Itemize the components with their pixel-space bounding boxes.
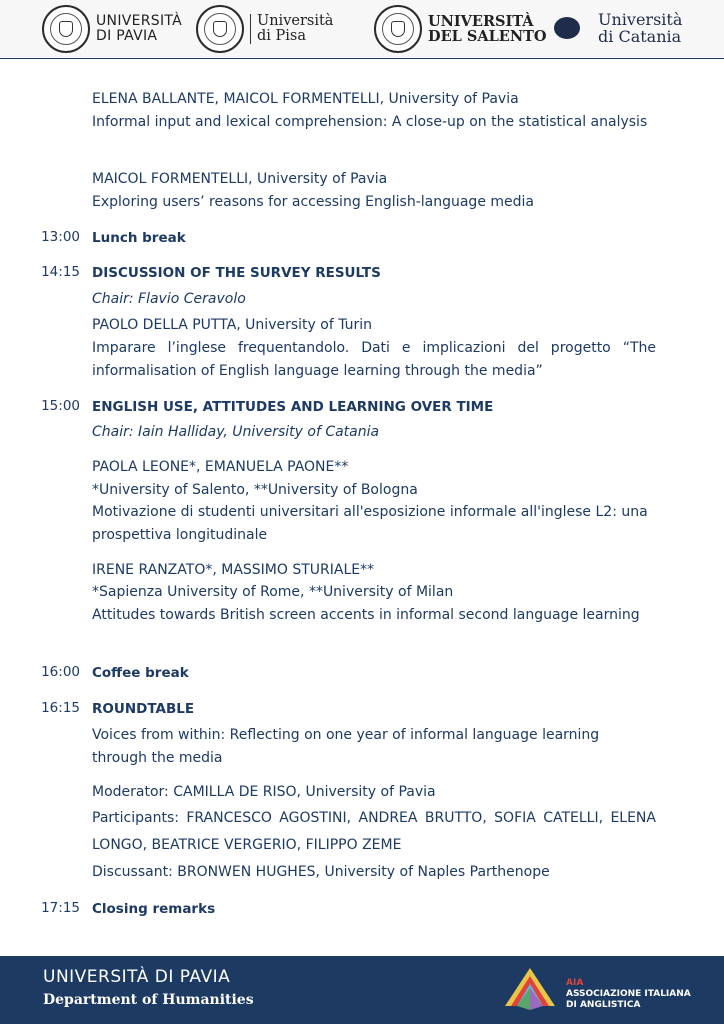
pisa-logo — [196, 4, 333, 54]
session-time: 17:15 — [41, 900, 80, 916]
pisa-logo-line2: di Pisa — [257, 28, 307, 44]
session-time: 14:15 — [41, 264, 80, 280]
footer-university: UNIVERSITÀ DI PAVIA — [43, 967, 231, 987]
aia-logo-icon — [503, 966, 557, 1012]
catania-seal-icon — [544, 5, 592, 53]
talk-title: Informal input and lexical comprehension: A close-up on the statistical analysis — [92, 114, 648, 130]
catania-logo — [544, 4, 682, 54]
session-label: ROUNDTABLE — [92, 701, 195, 717]
pavia-logo — [42, 4, 182, 54]
footer-department: Department of Humanities — [43, 992, 254, 1008]
talk-authors: PAOLO DELLA PUTTA, University of Turin — [92, 317, 373, 333]
session-time: 16:00 — [41, 664, 80, 680]
pavia-seal-icon — [42, 5, 90, 53]
roundtable-title: Voices from within: Reflecting on one year of informal language learning through the media — [92, 727, 600, 766]
session-label: Coffee break — [92, 665, 189, 681]
roundtable-moderator: Moderator: CAMILLA DE RISO, University of Pavia — [92, 784, 436, 800]
session-label: DISCUSSION OF THE SURVEY RESULTS — [92, 265, 381, 281]
roundtable-participants: Participants: FRANCESCO AGOSTINI, ANDREA BRUTTO, SOFIA CATELLI, ELENA LONGO, BEATRICE VERGERIO, FILIPPO ZEME — [92, 810, 656, 853]
salento-seal-icon — [374, 5, 422, 53]
pisa-seal-icon — [196, 5, 244, 53]
talk-title: Imparare l’inglese frequentandolo. Dati e implicazioni del progetto “The informalisation of English language learning through the media” — [92, 340, 656, 379]
session-label: Lunch break — [92, 230, 186, 246]
pisa-logo-line1: Università — [257, 12, 334, 29]
salento-logo-line1: UNIVERSITÀ — [428, 12, 534, 30]
talk-authors: PAOLA LEONE*, EMANUELA PAONE** — [92, 459, 349, 475]
talk-authors: IRENE RANZATO*, MASSIMO STURIALE** — [92, 562, 375, 578]
talk-authors: MAICOL FORMENTELLI, University of Pavia — [92, 171, 388, 187]
pavia-logo-line2: DI PAVIA — [96, 28, 158, 44]
catania-logo-line1: Università — [598, 10, 683, 30]
logo-header — [0, 0, 724, 59]
session-time: 16:15 — [41, 700, 80, 716]
session-chair: Chair: Iain Halliday, University of Catania — [92, 424, 380, 440]
pavia-logo-line1: UNIVERSITÀ — [96, 13, 183, 30]
salento-logo-line2: DEL SALENTO — [428, 28, 547, 45]
session-chair: Chair: Flavio Ceravolo — [92, 291, 246, 307]
talk-title: Attitudes towards British screen accents in informal second language learning — [92, 607, 640, 623]
talk-title: Exploring users’ reasons for accessing English-language media — [92, 194, 534, 210]
aia-line2: DI ANGLISTICA — [566, 1000, 641, 1010]
talk-authors: ELENA BALLANTE, MAICOL FORMENTELLI, University of Pavia — [92, 91, 519, 107]
session-time: 15:00 — [41, 398, 80, 414]
catania-logo-line2: di Catania — [598, 27, 682, 46]
roundtable-discussant: Discussant: BRONWEN HUGHES, University of Naples Parthenope — [92, 864, 550, 880]
aia-line1: ASSOCIAZIONE ITALIANA — [566, 989, 691, 999]
aia-logo-text — [566, 978, 691, 1011]
talk-affiliation: *University of Salento, **University of Bologna — [92, 482, 418, 498]
talk-title: Motivazione di studenti universitari all'esposizione informale all'inglese L2: una prospettiva longitudinale — [92, 504, 648, 543]
session-time: 13:00 — [41, 229, 80, 245]
aia-acronym: AIA — [566, 978, 584, 988]
salento-logo — [374, 4, 547, 54]
talk-affiliation: *Sapienza University of Rome, **University of Milan — [92, 584, 454, 600]
session-label: Closing remarks — [92, 901, 216, 917]
session-label: ENGLISH USE, ATTITUDES AND LEARNING OVER TIME — [92, 399, 494, 415]
